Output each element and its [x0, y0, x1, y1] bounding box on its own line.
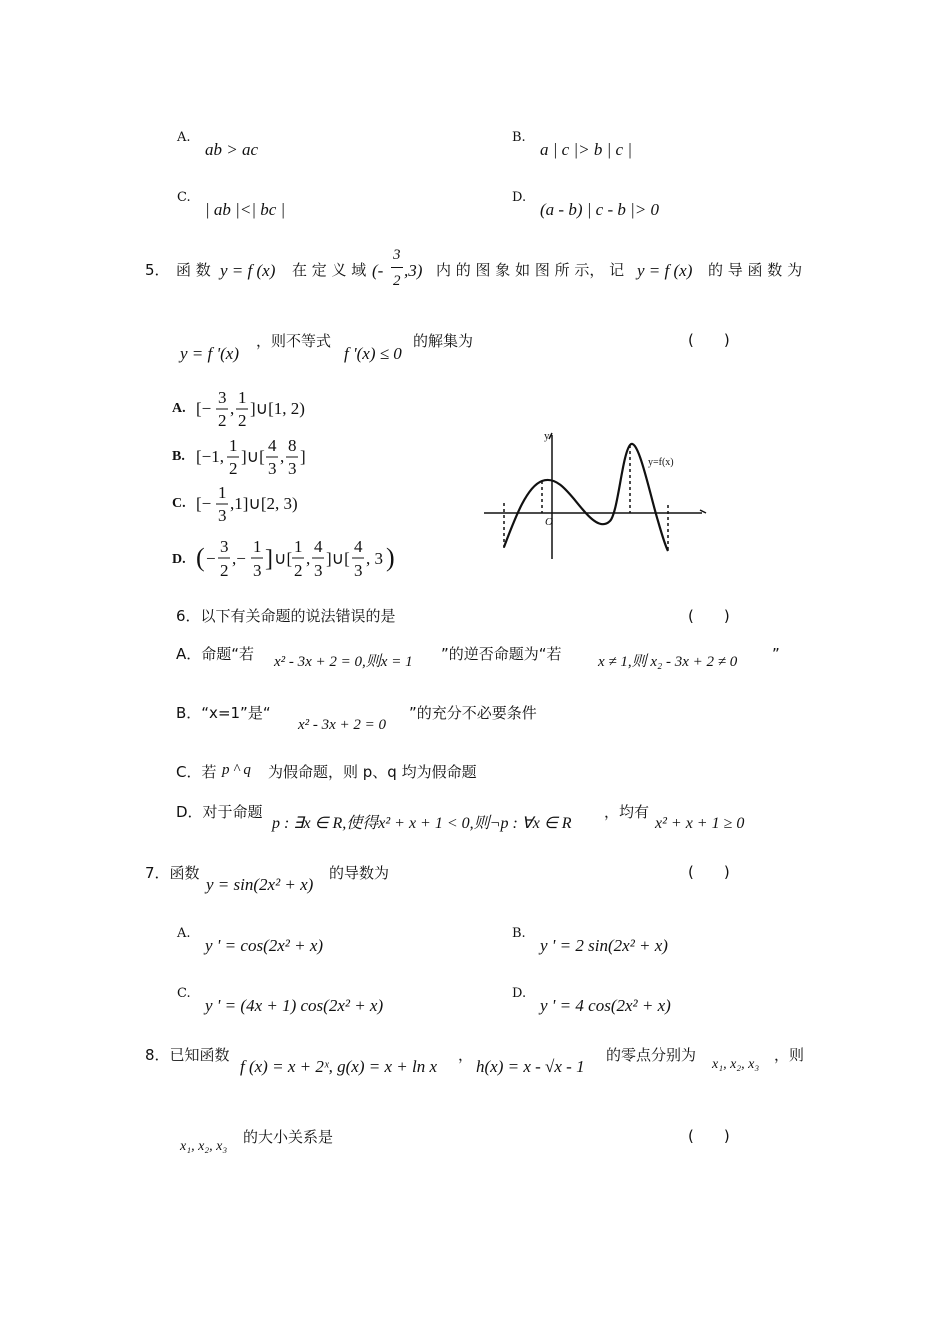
q5-stem-part2: 在 定 义 域	[292, 261, 367, 279]
q6-option-b-label: B．“x=1”是“	[176, 704, 271, 722]
q5-func1: y = f (x)	[220, 261, 276, 280]
q8-stem: 8．已知函数	[145, 1046, 230, 1064]
svg-text:2: 2	[220, 561, 229, 580]
q5-option-b-math	[196, 436, 326, 480]
svg-text:]∪[1, 2): ]∪[1, 2)	[250, 399, 305, 418]
q5-stem-part1: 函 数	[176, 261, 211, 279]
q5-derivative: y = f '(x)	[180, 344, 239, 363]
curve-label: y=f(x)	[648, 457, 674, 468]
svg-text:2: 2	[238, 411, 247, 430]
q5-stem-part3: 内 的 图 象 如 图 所 示， 记	[436, 261, 625, 279]
q6-stem: 6．以下有关命题的说法错误的是	[176, 607, 396, 625]
q5-func2: y = f (x)	[637, 261, 693, 280]
q6-option-a-expr2: x ≠ 1,则 x₂ - 3x + 2 ≠ 0	[598, 654, 738, 670]
q5-inequality: f '(x) ≤ 0	[344, 344, 402, 363]
q6-answer-paren: ( )	[688, 607, 730, 625]
q8-answer-paren: ( )	[688, 1127, 730, 1145]
q7-option-d-label: D.	[512, 986, 527, 1001]
q6-option-d-label: D．对于命题	[176, 803, 263, 821]
q7-option-c-label: C.	[177, 986, 191, 1001]
q5-option-d-math	[196, 536, 406, 586]
svg-text:]: ]	[300, 447, 306, 466]
svg-text:1: 1	[253, 537, 262, 556]
svg-text:∪[: ∪[	[274, 549, 293, 568]
svg-text:[−: [−	[196, 399, 212, 418]
q5-stem-part6: 的解集为	[413, 332, 474, 350]
q5-stem-part5: ，则不等式	[256, 332, 332, 350]
q5-option-c-math	[196, 483, 316, 527]
q7-option-a-label: A.	[177, 926, 191, 941]
q5-option-d-label: D.	[172, 552, 186, 567]
q5-function-graph	[480, 425, 710, 565]
q6-option-c-end: 为假命题，则 p、q 均为假命题	[268, 763, 477, 781]
q8-end: ，则	[774, 1046, 805, 1064]
q6-option-d-expr1: p : ∃x ∈ R,使得x² + x + 1 < 0,则¬p : ∀x ∈ R	[272, 815, 572, 832]
svg-text:]∪[: ]∪[	[326, 549, 350, 568]
q6-option-d-mid: ，均有	[604, 803, 650, 821]
q8-expr2: h(x) = x - √x - 1	[476, 1057, 585, 1076]
q5-number: 5．	[145, 261, 170, 279]
svg-text:2: 2	[294, 561, 303, 580]
svg-text:,1]∪[2, 3): ,1]∪[2, 3)	[230, 494, 298, 513]
svg-text:1: 1	[238, 388, 247, 407]
svg-text:4: 4	[314, 537, 323, 556]
svg-text:[−1,: [−1,	[196, 447, 224, 466]
q8-line2-text: 的大小关系是	[243, 1128, 334, 1146]
q7-option-c-expr: y ' = (4x + 1) cos(2x² + x)	[205, 996, 384, 1015]
q8-zero-vars: x₁, x₂, x₃	[712, 1057, 760, 1072]
svg-text:8: 8	[288, 436, 297, 455]
svg-text:3: 3	[268, 459, 277, 478]
svg-text:]∪[: ]∪[	[241, 447, 265, 466]
svg-text:3: 3	[218, 388, 227, 407]
svg-text:, 3: , 3	[366, 549, 383, 568]
function-curve	[504, 444, 668, 551]
svg-text:,: ,	[230, 399, 235, 418]
q7-option-b-label: B.	[512, 926, 526, 941]
svg-text:2: 2	[229, 459, 238, 478]
q5-option-b-label: B.	[172, 449, 185, 464]
q6-option-a-expr1: x² - 3x + 2 = 0,则x = 1	[274, 654, 413, 670]
q4-option-b-expr: a | c |> b | c |	[540, 140, 633, 159]
q6-option-a-label: A．命题“若	[176, 645, 255, 663]
q7-option-d-expr: y ' = 4 cos(2x² + x)	[540, 996, 671, 1015]
origin-label: O	[545, 516, 553, 528]
q6-option-b-expr: x² - 3x + 2 = 0	[298, 717, 387, 733]
q4-option-b-label: B.	[512, 130, 526, 145]
q5-option-c-label: C.	[172, 496, 186, 511]
svg-text:[−: [−	[196, 494, 212, 513]
y-axis-label: y	[544, 430, 550, 442]
q8-expr1: f (x) = x + 2ˣ, g(x) = x + ln x	[240, 1057, 438, 1076]
q7-stem: 7．函数	[145, 864, 200, 882]
q8-line2-vars: x₁, x₂, x₃	[180, 1139, 228, 1154]
q5-answer-paren: ( )	[688, 331, 730, 349]
svg-text:(: (	[196, 543, 205, 572]
svg-text:1: 1	[229, 436, 238, 455]
svg-text:−: −	[206, 549, 216, 568]
q7-stem-end: 的导数为	[329, 864, 390, 882]
q5-frac-bar	[391, 267, 403, 268]
q5-domain-left: (-	[372, 261, 384, 280]
q5-stem-part4: 的 导 函 数 为	[708, 261, 803, 279]
q6-option-a-mid: ”的逆否命题为“若	[441, 645, 562, 663]
q4-option-a-expr: ab > ac	[205, 140, 259, 159]
q5-option-a-label: A.	[172, 401, 186, 416]
svg-text:3: 3	[314, 561, 323, 580]
q5-frac-den: 2	[393, 273, 401, 289]
q5-frac-num: 3	[393, 247, 401, 263]
svg-text:1: 1	[218, 483, 227, 502]
q4-option-a-label: A.	[177, 130, 191, 145]
svg-text:,: ,	[306, 549, 311, 568]
svg-text:3: 3	[288, 459, 297, 478]
svg-text:3: 3	[253, 561, 262, 580]
q4-option-d-label: D.	[512, 190, 527, 205]
q6-option-a-end: ”	[772, 645, 780, 663]
q5-domain-right: ,3)	[404, 261, 423, 280]
svg-text:3: 3	[354, 561, 363, 580]
svg-text:): )	[386, 543, 395, 572]
svg-text:4: 4	[268, 436, 277, 455]
q4-option-d-expr: (a - b) | c - b |> 0	[540, 200, 660, 219]
q6-option-d-expr2: x² + x + 1 ≥ 0	[655, 815, 745, 832]
q4-option-c-label: C.	[177, 190, 191, 205]
svg-text:]: ]	[265, 546, 273, 572]
q8-mid: 的零点分别为	[606, 1046, 697, 1064]
svg-text:,−: ,−	[232, 549, 246, 568]
q5-option-a-math	[196, 388, 326, 432]
q4-option-c-expr: | ab |<| bc |	[205, 200, 286, 219]
svg-text:,: ,	[280, 447, 285, 466]
q7-function: y = sin(2x² + x)	[206, 875, 314, 894]
svg-text:4: 4	[354, 537, 363, 556]
q6-option-c-expr: p ^ q	[222, 762, 251, 778]
svg-text:3: 3	[218, 506, 227, 525]
q6-option-c-label: C．若	[176, 763, 217, 781]
q6-option-b-end: ”的充分不必要条件	[409, 704, 537, 722]
svg-text:1: 1	[294, 537, 303, 556]
q7-answer-paren: ( )	[688, 863, 730, 881]
q8-sep: ，	[458, 1046, 474, 1064]
q7-option-a-expr: y ' = cos(2x² + x)	[205, 936, 324, 955]
svg-text:2: 2	[218, 411, 227, 430]
svg-text:3: 3	[220, 537, 229, 556]
q7-option-b-expr: y ' = 2 sin(2x² + x)	[540, 936, 668, 955]
